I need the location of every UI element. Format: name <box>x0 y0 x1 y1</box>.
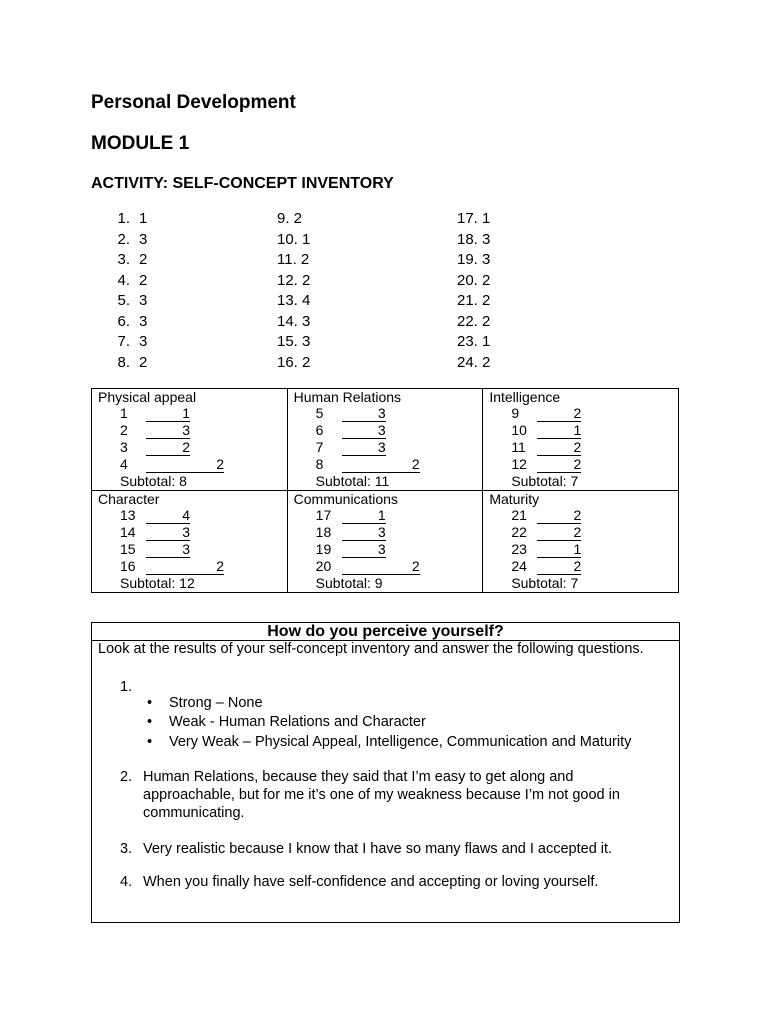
question-1-number: 1. <box>120 679 133 695</box>
answer-item: 20. 2 <box>457 271 491 289</box>
answer-item: 24. 2 <box>457 353 491 371</box>
list-item: • Very Weak – Physical Appeal, Intelligence, Communication and Maturity <box>147 734 632 750</box>
question-2-number: 2. <box>120 769 133 785</box>
table-row <box>92 491 679 593</box>
subtotal: Subtotal: 7 <box>511 575 579 591</box>
answer-item: 10. 1 <box>277 230 311 248</box>
subtotal: Subtotal: 9 <box>315 575 383 591</box>
score-item: 5 3 <box>315 405 386 421</box>
score-item: 9 2 <box>511 405 582 421</box>
score-item: 16 2 <box>120 558 224 574</box>
score-table <box>91 388 679 593</box>
answer-item: 6. 3 <box>117 312 148 330</box>
score-item: 6 3 <box>315 422 386 438</box>
answer-item: 12. 2 <box>277 271 311 289</box>
score-item: 17 1 <box>315 507 386 523</box>
answer-item: 4. 2 <box>117 271 148 289</box>
score-item: 12 2 <box>511 456 582 472</box>
score-item: 22 2 <box>511 524 582 540</box>
answer-item: 3. 2 <box>117 251 148 268</box>
answer-item: 15. 3 <box>277 333 311 350</box>
category-cell <box>483 491 679 593</box>
score-item: 23 1 <box>511 541 582 557</box>
answer-item: 9. 2 <box>277 210 303 227</box>
perception-box <box>91 622 680 923</box>
answer-item: 14. 3 <box>277 312 311 330</box>
activity-heading: ACTIVITY: SELF-CONCEPT INVENTORY <box>91 175 394 192</box>
answer-item: 11. 2 <box>277 251 310 268</box>
answer-item: 16. 2 <box>277 353 311 371</box>
perception-title: How do you perceive yourself? <box>92 623 679 641</box>
subtotal: Subtotal: 8 <box>120 473 187 489</box>
answer-item: 23. 1 <box>457 333 491 350</box>
subtotal: Subtotal: 11 <box>315 473 390 489</box>
answer-item: 21. 2 <box>457 292 491 309</box>
answer-item: 13. 4 <box>277 292 311 309</box>
list-item: • Weak - Human Relations and Character <box>147 714 426 730</box>
score-item: 1 1 <box>120 405 190 421</box>
question-4-number: 4. <box>120 874 133 890</box>
score-item: 4 2 <box>120 456 224 472</box>
answer-item: 17. 1 <box>457 210 491 227</box>
subtotal: Subtotal: 12 <box>120 575 195 591</box>
answer-item: 1. 1 <box>117 210 148 227</box>
category-title: Communications <box>293 491 398 507</box>
category-cell <box>92 491 288 593</box>
category-cell <box>287 491 483 593</box>
score-item: 14 3 <box>120 524 190 540</box>
category-title: Human Relations <box>293 389 402 405</box>
page-title: Personal Development <box>91 92 296 113</box>
score-item: 20 2 <box>315 558 420 574</box>
question-4-answer: When you finally have self-confidence and accepting or loving yourself. <box>143 874 599 890</box>
score-item: 19 3 <box>315 541 386 557</box>
category-title: Character <box>98 491 160 507</box>
category-cell <box>287 389 483 491</box>
question-2-answer: Human Relations, because they said that I’m easy to get along and approachable, but for me it’s one of my weakness because I’m not good in communicating. <box>143 769 620 821</box>
perception-intro: Look at the results of your self-concept inventory and answer the following questions. <box>98 641 644 657</box>
score-item: 10 1 <box>511 422 582 438</box>
score-item: 21 2 <box>511 507 582 523</box>
score-item: 18 3 <box>315 524 386 540</box>
answer-item: 19. 3 <box>457 251 491 268</box>
list-item: • Strong – None <box>147 695 263 711</box>
score-item: 2 3 <box>120 422 190 438</box>
category-title: Maturity <box>489 491 540 507</box>
module-heading: MODULE 1 <box>91 133 190 154</box>
answer-item: 8. 2 <box>117 353 148 371</box>
score-item: 15 3 <box>120 541 190 557</box>
score-item: 24 2 <box>511 558 582 574</box>
answer-item: 22. 2 <box>457 312 491 330</box>
category-cell <box>483 389 679 491</box>
question-3-answer: Very realistic because I know that I have so many flaws and I accepted it. <box>143 841 613 857</box>
category-cell <box>92 389 288 491</box>
category-title: Intelligence <box>489 389 561 405</box>
score-item: 11 2 <box>511 439 582 455</box>
answer-item: 7. 3 <box>117 333 148 350</box>
answer-item: 2. 3 <box>117 230 148 248</box>
score-item: 7 3 <box>315 439 386 455</box>
subtotal: Subtotal: 7 <box>511 473 579 489</box>
category-title: Physical appeal <box>98 389 197 405</box>
table-row <box>92 389 679 491</box>
score-item: 8 2 <box>315 456 420 472</box>
score-item: 13 4 <box>120 507 190 523</box>
score-item: 3 2 <box>120 439 190 455</box>
question-3-number: 3. <box>120 841 133 857</box>
answer-item: 18. 3 <box>457 230 491 248</box>
answer-item: 5. 3 <box>117 292 148 309</box>
